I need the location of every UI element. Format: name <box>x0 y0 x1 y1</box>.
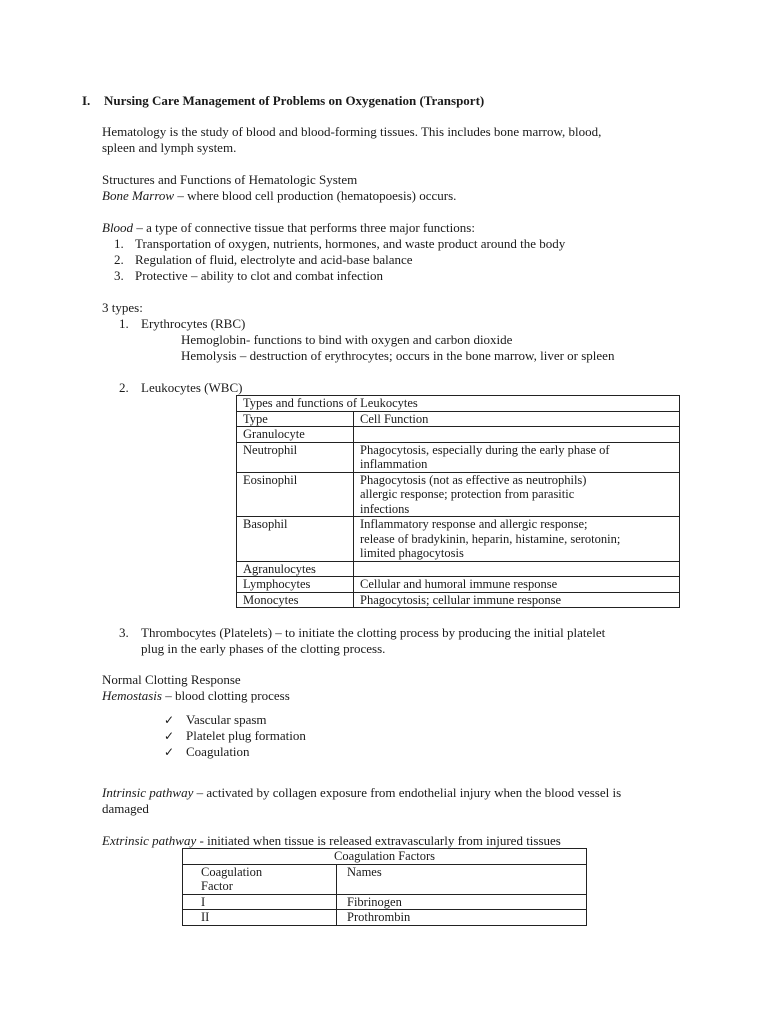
cell-function: Cellular and humoral immune response <box>354 577 680 593</box>
blood-function-num-2: 2. <box>114 252 124 267</box>
extrinsic-pathway <box>102 833 561 849</box>
blood-function-num-3: 3. <box>114 268 124 283</box>
clotting-title: Normal Clotting Response <box>102 672 241 687</box>
table-row <box>237 592 680 608</box>
cell-function <box>354 561 680 577</box>
clotting-step-1: Vascular spasm <box>186 712 267 727</box>
cell-type: Lymphocytes <box>237 577 354 593</box>
table-caption-row <box>183 849 587 865</box>
header-names: Names <box>337 864 587 894</box>
cell-type: Monocytes <box>237 592 354 608</box>
structures-title: Structures and Functions of Hematologic System <box>102 172 358 187</box>
table-header-row <box>237 411 680 427</box>
cell-function: Inflammatory response and allergic response; release of bradykinin, heparin, histamine, serotonin; limited phagocytosis <box>354 517 680 562</box>
cell-name: Fibrinogen <box>337 894 587 910</box>
table-header-row <box>183 864 587 894</box>
header-type: Type <box>237 411 354 427</box>
intro-line-2: spleen and lymph system. <box>102 140 237 155</box>
cell-factor: II <box>183 910 337 926</box>
cell-type: Basophil <box>237 517 354 562</box>
checkmark-icon: ✓ <box>164 745 175 759</box>
checkmark-icon: ✓ <box>164 713 175 727</box>
intrinsic-pathway <box>102 785 621 801</box>
cell-function: Phagocytosis (not as effective as neutrophils) allergic response; protection from parasitic infections <box>354 472 680 517</box>
blood-term: Blood <box>102 220 134 235</box>
blood-text: – a type of connective tissue that performs three major functions: <box>133 220 475 235</box>
table-row <box>183 894 587 910</box>
cell-factor: I <box>183 894 337 910</box>
clotting-step-3: Coagulation <box>186 744 250 759</box>
cell-function: Phagocytosis; cellular immune response <box>354 592 680 608</box>
blood-function-3: Protective – ability to clot and combat infection <box>135 268 384 283</box>
extrinsic-term: Extrinsic pathway <box>102 833 197 848</box>
platelets-num: 3. <box>119 625 129 640</box>
rbc-num: 1. <box>119 316 129 331</box>
wbc-label: Leukocytes (WBC) <box>141 380 243 395</box>
leukocyte-table-caption: Types and functions of Leukocytes <box>237 396 680 412</box>
hemostasis-text: – blood clotting process <box>161 688 290 703</box>
table-row <box>237 577 680 593</box>
leukocyte-table <box>236 395 680 608</box>
intrinsic-pathway-line-2: damaged <box>102 801 149 816</box>
blood-definition <box>102 220 475 236</box>
table-row <box>237 561 680 577</box>
cell-type: Agranulocytes <box>237 561 354 577</box>
intro-line-1: Hematology is the study of blood and blood-forming tissues. This includes bone marrow, blood, <box>102 124 602 139</box>
hemoglobin-text: Hemoglobin- functions to bind with oxygen and carbon dioxide <box>181 332 513 347</box>
table-row <box>237 442 680 472</box>
table-caption-row <box>237 396 680 412</box>
table-row <box>237 472 680 517</box>
hemostasis-term: Hemostasis <box>102 688 162 703</box>
intrinsic-text: – activated by collagen exposure from endothelial injury when the blood vessel is <box>193 785 622 800</box>
table-row <box>183 910 587 926</box>
clotting-step-2: Platelet plug formation <box>186 728 306 743</box>
cell-function: Phagocytosis, especially during the early phase of inflammation <box>354 442 680 472</box>
blood-function-2: Regulation of fluid, electrolyte and acid-base balance <box>135 252 413 267</box>
coagulation-table <box>182 848 587 926</box>
section-number: I. <box>82 93 91 108</box>
blood-function-num-1: 1. <box>114 236 124 251</box>
header-coagulation-factor: Coagulation Factor <box>183 864 337 894</box>
cell-name: Prothrombin <box>337 910 587 926</box>
platelets-line-2: plug in the early phases of the clotting process. <box>141 641 386 656</box>
intrinsic-term: Intrinsic pathway <box>102 785 194 800</box>
rbc-label: Erythrocytes (RBC) <box>141 316 246 331</box>
cell-type: Granulocyte <box>237 427 354 443</box>
section-heading: Nursing Care Management of Problems on Oxygenation (Transport) <box>104 93 485 108</box>
bone-marrow-definition <box>102 188 456 204</box>
header-cell-function: Cell Function <box>354 411 680 427</box>
table-row <box>237 517 680 562</box>
types-title: 3 types: <box>102 300 143 315</box>
hemolysis-text: Hemolysis – destruction of erythrocytes; occurs in the bone marrow, liver or spleen <box>181 348 615 363</box>
bone-marrow-text: – where blood cell production (hematopoesis) occurs. <box>174 188 457 203</box>
platelets-line-1: Thrombocytes (Platelets) – to initiate the clotting process by producing the initial platelet <box>141 625 606 640</box>
bone-marrow-term: Bone Marrow <box>102 188 175 203</box>
hemostasis-definition <box>102 688 290 704</box>
wbc-num: 2. <box>119 380 129 395</box>
checkmark-icon: ✓ <box>164 729 175 743</box>
cell-type: Eosinophil <box>237 472 354 517</box>
blood-function-1: Transportation of oxygen, nutrients, hormones, and waste product around the body <box>135 236 566 251</box>
table-row <box>237 427 680 443</box>
extrinsic-text: - initiated when tissue is released extravascularly from injured tissues <box>196 833 561 848</box>
cell-type: Neutrophil <box>237 442 354 472</box>
cell-function <box>354 427 680 443</box>
coagulation-table-caption: Coagulation Factors <box>183 849 587 865</box>
